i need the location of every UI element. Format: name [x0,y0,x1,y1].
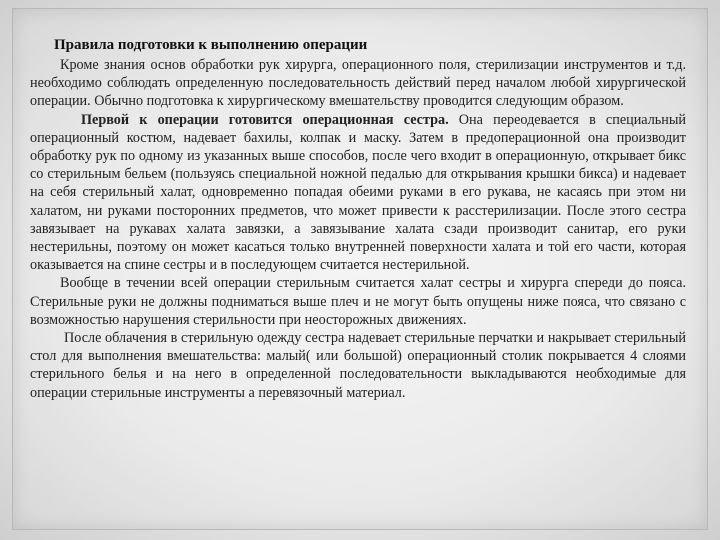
paragraph-instrument-table: После облачения в стерильную одежду сестра надевает стерильные перчатки и накрывает стерильный стол для выполнения вмешательства: малый( или большой) операционный столик покрывается 4 слоями стерильного белья и на него в определенной последовательности выкладываются необходимые для операции стерильные инструменты а перевязочный материал. [30,330,686,401]
text-body [30,38,686,402]
paragraph-nurse-prep-text: Она переодевается в специальный операционный костюм, надевает бахилы, колпак и маску. Затем в предоперационной она производит обработку рук по одному из указанных выше способов, после чего входит в операционную, открывает бикс со стерильным бельем (пользуясь специальной ножной педалью для открывания крышки бикса) и надевает на себя стерильный халат, одновременно попадая обеими руками в его рукава, не касаясь при этом ни халатом, ни руками посторонних предметов, что может привести к расстерилизации. После этого сестра завязывает на рукавах халата завязки, а завязывание халата сзади производит санитар, его руки нестерильны, поэтому он может касаться только внутренней поверхности халата и той его части, которая оказывается на спине сестры и в последующем считается нестерильной. [30,111,686,274]
paragraph-nurse-prep [30,111,686,275]
paragraph-nurse-prep-lead: Первой к операции готовится операционная сестра. [81,111,449,128]
paragraph-intro: Кроме знания основ обработки рук хирурга, операционного поля, стерилизации инструментов и т.д. необходимо соблюдать определенную последовательность действий перед началом любой хирургической операции. Обычно подготовка к хирургическому вмешательству проводится следующим образом. [30,57,686,110]
paragraph-sterile-zone: Вообще в течении всей операции стерильным считается халат сестры и хирурга спереди до пояса. Стерильные руки не должны подниматься выше плеч и не могут быть опущены ниже пояса, что связано с возможностью нарушения стерильности при неосторожных движениях. [30,275,686,328]
page-title: Правила подготовки к выполнению операции [54,37,368,53]
